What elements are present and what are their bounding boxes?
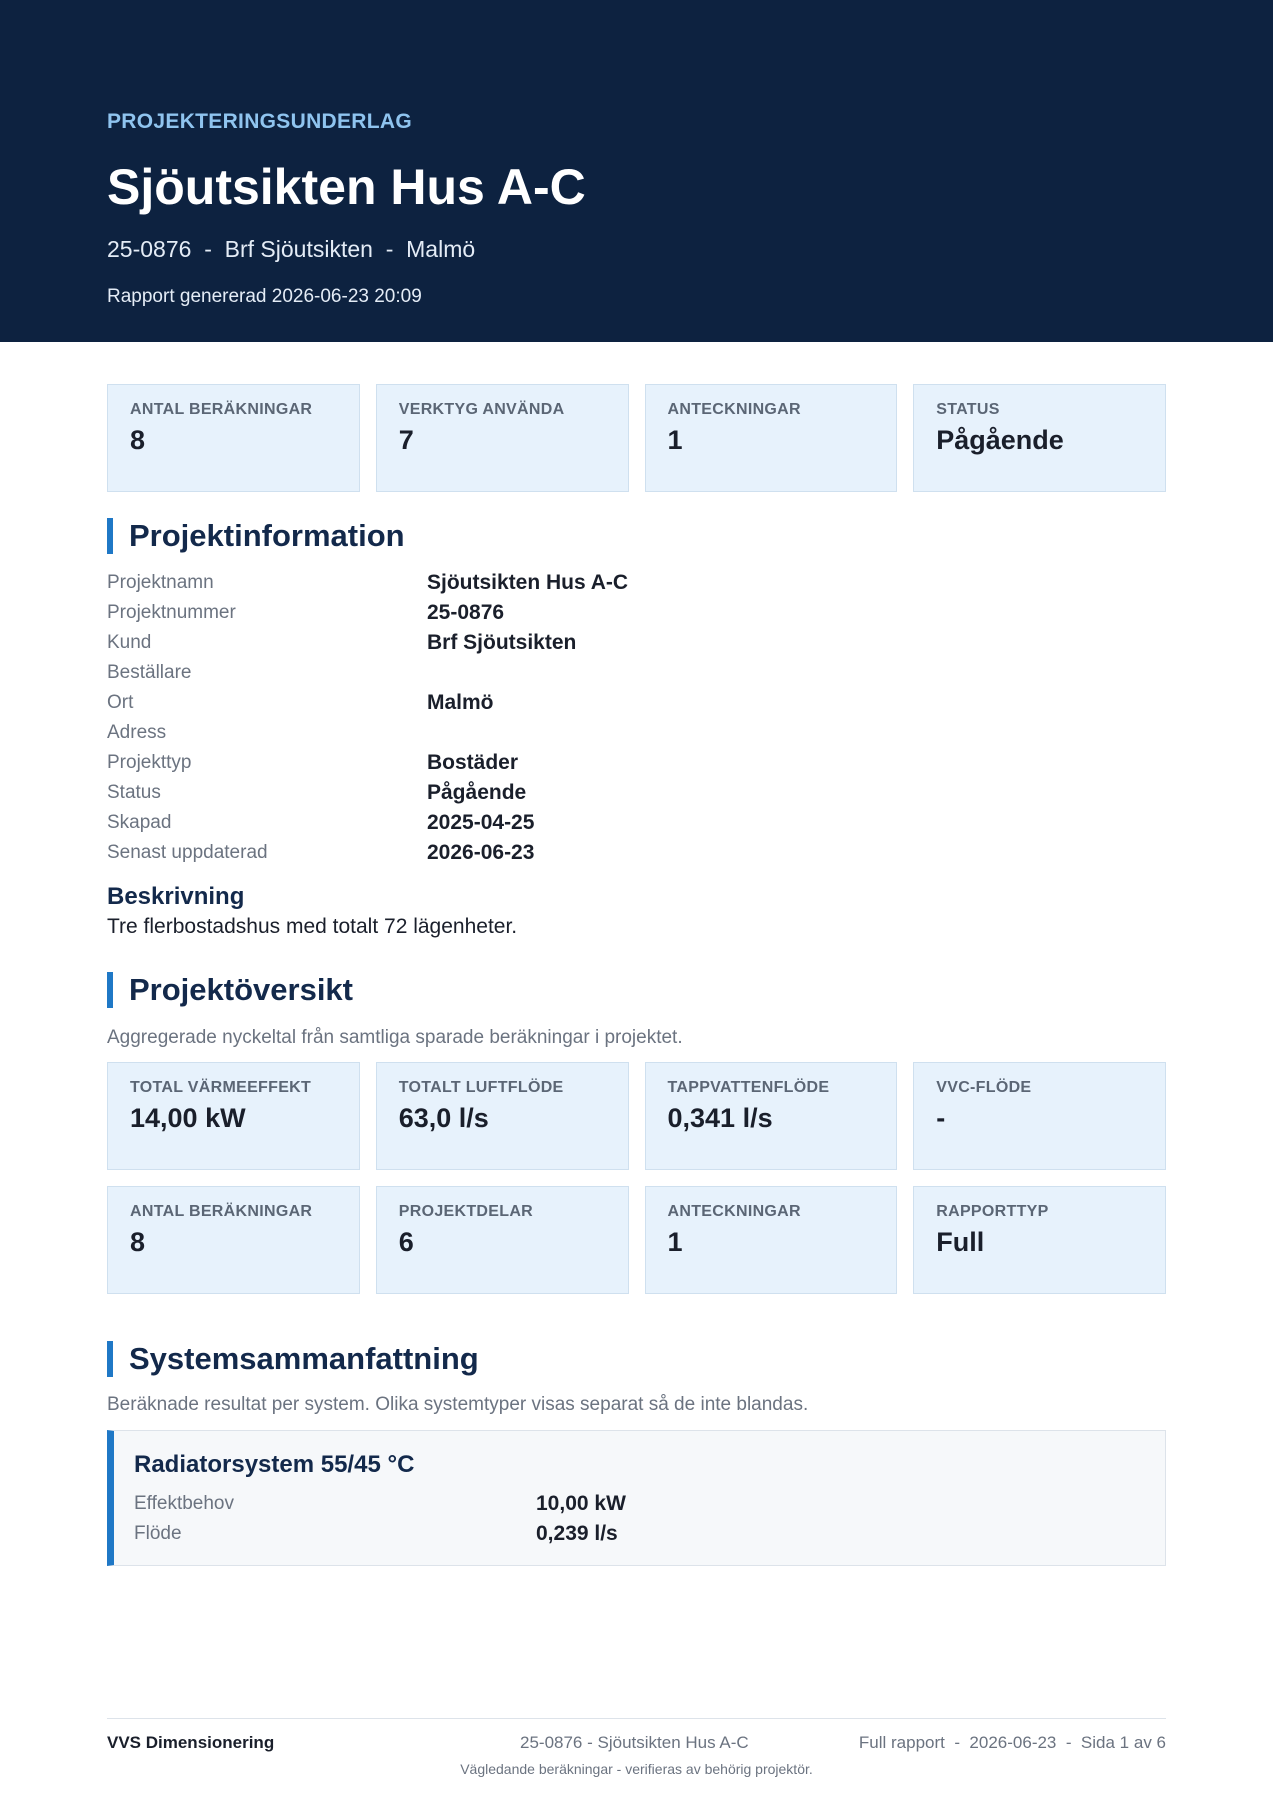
- footer-disclaimer: Vägledande beräkningar - verifieras av behörig projektör.: [460, 1761, 813, 1777]
- section-heading-project-info: Projektinformation: [107, 518, 405, 554]
- section-heading-overview: Projektöversikt: [107, 972, 353, 1008]
- report-header: [0, 0, 1273, 342]
- footer-page-info: Full rapport - 2026-06-23 - Sida 1 av 6: [858, 1733, 1166, 1752]
- info-key: Kund: [107, 632, 152, 653]
- report-eyebrow: PROJEKTERINGSUNDERLAG: [107, 110, 412, 133]
- system-row: [134, 1519, 1145, 1549]
- card-value: Full: [936, 1227, 985, 1257]
- info-key: Projekttyp: [107, 752, 192, 773]
- info-value: Pågående: [427, 781, 527, 804]
- info-row: [107, 808, 807, 838]
- summary-card-tools: [376, 384, 629, 492]
- card-label: TOTAL VÄRMEEFFEKT: [130, 1079, 312, 1096]
- info-row: [107, 568, 807, 598]
- summary-cards: [107, 384, 1166, 492]
- report-title: Sjöutsikten Hus A-C: [107, 159, 586, 215]
- card-value: 14,00 kW: [130, 1103, 246, 1133]
- overview-card-report-type: [913, 1186, 1166, 1294]
- card-label: VERKTYG ANVÄNDA: [398, 401, 565, 418]
- info-row: [107, 688, 807, 718]
- overview-card-calculations: [107, 1186, 360, 1294]
- info-value: Sjöutsikten Hus A-C: [427, 571, 629, 594]
- info-value: Bostäder: [427, 751, 519, 774]
- system-value: 0,239 l/s: [536, 1522, 618, 1545]
- description-text: Tre flerbostadshus med totalt 72 lägenheter.: [107, 915, 518, 938]
- footer-brand: VVS Dimensionering: [107, 1733, 275, 1752]
- info-row: [107, 838, 807, 868]
- card-label: TOTALT LUFTFLÖDE: [398, 1079, 564, 1096]
- card-label: ANTAL BERÄKNINGAR: [130, 1203, 313, 1220]
- info-row: [107, 778, 807, 808]
- system-value: 10,00 kW: [536, 1492, 626, 1515]
- description-heading: Beskrivning: [107, 883, 245, 910]
- overview-subtitle: Aggregerade nyckeltal från samtliga sparade beräkningar i projektet.: [107, 1027, 683, 1048]
- overview-cards-row-1: [107, 1062, 1166, 1170]
- report-subline: 25-0876 - Brf Sjöutsikten - Malmö: [107, 236, 476, 262]
- footer-project: 25-0876 - Sjöutsikten Hus A-C: [520, 1733, 749, 1752]
- card-label: ANTECKNINGAR: [667, 1203, 801, 1220]
- info-row: [107, 748, 807, 778]
- info-row: [107, 718, 807, 748]
- info-value: 2025-04-25: [427, 811, 535, 834]
- card-value: Pågående: [936, 425, 1064, 455]
- project-info-table: [107, 568, 807, 868]
- section-heading-system-summary: Systemsammanfattning: [107, 1341, 479, 1377]
- card-label: ANTAL BERÄKNINGAR: [130, 401, 313, 418]
- card-label: TAPPVATTENFLÖDE: [667, 1079, 830, 1096]
- system-key: Effektbehov: [134, 1493, 235, 1514]
- info-key: Ort: [107, 692, 134, 713]
- card-value: 0,341 l/s: [667, 1103, 773, 1133]
- system-summary-subtitle: Beräknade resultat per system. Olika systemtyper visas separat så de inte blandas.: [107, 1394, 809, 1415]
- info-key: Status: [107, 782, 161, 803]
- info-row: [107, 628, 807, 658]
- info-key: Senast uppdaterad: [107, 842, 268, 863]
- info-value: Malmö: [427, 691, 494, 714]
- info-row: [107, 658, 807, 688]
- system-key: Flöde: [134, 1523, 182, 1544]
- overview-cards-row-2: [107, 1186, 1166, 1294]
- card-value: 1: [667, 1227, 683, 1257]
- overview-card-vvc-flow: [913, 1062, 1166, 1170]
- card-value: 1: [667, 425, 683, 455]
- card-value: 63,0 l/s: [398, 1103, 489, 1133]
- info-value: Brf Sjöutsikten: [427, 631, 577, 654]
- card-label: RAPPORTTYP: [936, 1203, 1049, 1220]
- info-key: Projektnamn: [107, 572, 214, 593]
- system-title: Radiatorsystem 55/45 °C: [134, 1451, 415, 1478]
- card-label: VVC-FLÖDE: [936, 1079, 1032, 1096]
- card-value: 7: [398, 425, 414, 455]
- overview-card-tap-water-flow: [645, 1062, 898, 1170]
- footer-divider: [107, 1718, 1166, 1719]
- info-key: Skapad: [107, 812, 172, 833]
- card-label: ANTECKNINGAR: [667, 401, 801, 418]
- overview-card-heating-power: [107, 1062, 360, 1170]
- overview-card-notes: [645, 1186, 898, 1294]
- card-label: STATUS: [936, 401, 1000, 418]
- overview-card-air-flow: [376, 1062, 629, 1170]
- info-key: Adress: [107, 722, 167, 743]
- card-value: 6: [398, 1227, 414, 1257]
- info-key: Projektnummer: [107, 602, 236, 623]
- card-value: 8: [130, 425, 146, 455]
- info-row: [107, 598, 807, 628]
- info-key: Beställare: [107, 662, 192, 683]
- card-label: PROJEKTDELAR: [398, 1203, 534, 1220]
- summary-card-notes: [645, 384, 898, 492]
- summary-card-calculations: [107, 384, 360, 492]
- summary-card-status: [913, 384, 1166, 492]
- system-row: [134, 1489, 1145, 1519]
- info-value: 2026-06-23: [427, 841, 535, 864]
- card-value: 8: [130, 1227, 146, 1257]
- card-value: -: [936, 1103, 946, 1133]
- info-value: 25-0876: [427, 601, 505, 624]
- report-generated-date: Rapport genererad 2026-06-23 20:09: [107, 286, 422, 307]
- overview-card-project-parts: [376, 1186, 629, 1294]
- system-card-radiator: [107, 1430, 1166, 1566]
